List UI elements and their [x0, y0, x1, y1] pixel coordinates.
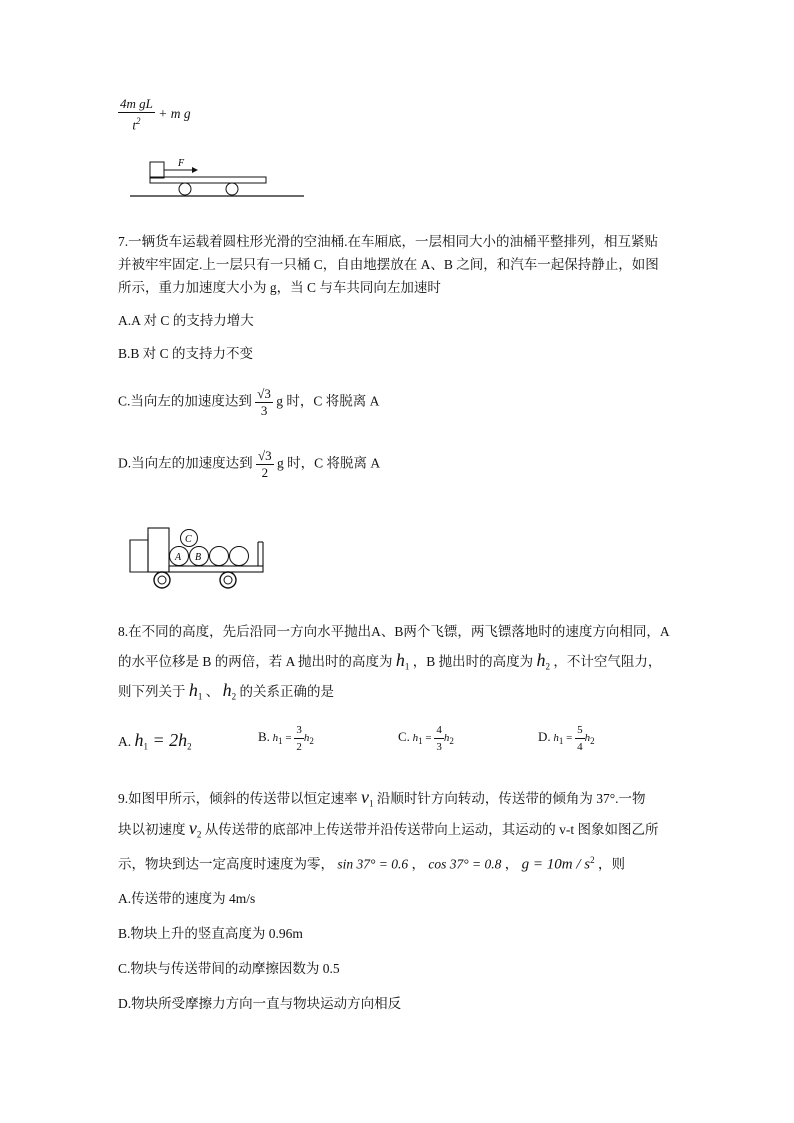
- truck-wheel-rear-hub: [224, 576, 232, 584]
- q8-option-d-eq: =: [563, 732, 576, 745]
- q8-option-b-eq: =: [282, 732, 295, 745]
- q8-option-a-h2: h: [178, 730, 188, 750]
- q9-comma-2: ，: [504, 856, 519, 872]
- q6-den-sup: 2: [136, 116, 141, 126]
- q7-option-c-text: C.当向左的加速度达到: [118, 393, 252, 409]
- q9-line1-tail: 沿顺时针方向转动，传送带的倾角为 37°.一物: [376, 791, 646, 806]
- q8-option-b-num: 3: [294, 722, 304, 739]
- q9-line3-tail: ，则: [598, 856, 625, 872]
- q8-option-c-sub2: 2: [449, 736, 454, 747]
- q8-option-c-num: 4: [434, 722, 444, 739]
- q7-option-a: A.A 对 C 的支持力增大: [118, 313, 254, 328]
- q8-option-b: [258, 722, 314, 755]
- q8-option-c-label: C.: [398, 729, 410, 745]
- cart-figure: [128, 152, 308, 200]
- q9-stem-line-1: [118, 787, 646, 814]
- force-label: F: [178, 158, 185, 169]
- q8-option-c-sub1: 1: [418, 736, 423, 747]
- q8-option-b-h2: h: [303, 732, 310, 745]
- q8-line3-h1-sub: 1: [197, 691, 203, 702]
- drum-3: [210, 547, 229, 566]
- q8-line3-tail: 的关系正确的是: [239, 684, 334, 699]
- q9-option-c: C.物块与传送带间的动摩擦因数为 0.5: [118, 961, 340, 976]
- q8-option-a-sub1: 1: [143, 741, 148, 752]
- q7-option-d-tail: g 时，C 将脱离 A: [277, 455, 381, 471]
- q8-option-c-eq: =: [422, 732, 435, 745]
- q8-option-d-den: 4: [577, 741, 583, 753]
- truck-wheel-rear: [220, 572, 236, 588]
- q7-stem-line-1: 7.一辆货车运载着圆柱形光滑的空油桶.在车厢底，一层相同大小的油桶平整排列，相互紧贴: [118, 234, 658, 249]
- q8-line3-text: 则下列关于: [118, 684, 186, 699]
- truck-wheel-front: [154, 572, 170, 588]
- q8-stem-line-2: [118, 650, 661, 677]
- q8-line2-mid: ，B 抛出时的高度为: [412, 654, 534, 669]
- q9-v2-sub: 2: [196, 829, 202, 840]
- q9-line2-tail: 从传送带的底部冲上传送带并沿传送带向上运动，其运动的 v-t 图象如图乙所: [204, 822, 659, 837]
- q7-option-c-fraction: [255, 386, 273, 419]
- q6-fraction: [118, 96, 155, 133]
- cart-platform: [150, 177, 266, 183]
- q7-option-b: B.B 对 C 的支持力不变: [118, 346, 254, 361]
- q8-option-c-den: 3: [436, 741, 442, 753]
- q8-line3-h1-symbol: h: [188, 680, 198, 700]
- q8-option-a-h1: h: [134, 730, 144, 750]
- q7-option-c-num: √3: [257, 386, 271, 401]
- q8-line2-text: 的水平位移是 B 的两倍，若 A 抛出时的高度为: [118, 654, 393, 669]
- q9-sin-value: sin 37° = 0.6: [337, 856, 409, 872]
- label-a: A: [175, 552, 182, 563]
- q8-h2-symbol: h: [536, 650, 546, 670]
- q6-expression-tail: + m g: [158, 105, 191, 121]
- q8-line3-sep: 、: [205, 684, 220, 699]
- cart-wheel-left: [179, 183, 191, 195]
- q9-g-sup: 2: [590, 855, 595, 865]
- truck-figure: [124, 522, 270, 590]
- q8-option-c-h2: h: [443, 732, 450, 745]
- q8-option-d: [538, 722, 595, 755]
- q8-option-a-eq: = 2: [148, 730, 179, 750]
- q8-line3-h2-symbol: h: [222, 680, 232, 700]
- force-arrow-head: [192, 167, 198, 173]
- q7-stem-line-2: 并被牢牢固定.上一层只有一只桶 C，自由地摆放在 A、B 之间，和汽车一起保持静止，如图: [118, 257, 659, 272]
- truck-cab-front: [148, 528, 169, 572]
- q7-option-d-den: 2: [261, 465, 269, 480]
- q6-fraction-numerator: 4m gL: [120, 96, 153, 111]
- q6-fraction-denominator: [118, 113, 155, 133]
- q9-line1-text: 9.如图甲所示，倾斜的传送带以恒定速率: [118, 791, 358, 806]
- q7-stem-line-3: 所示，重力加速度大小为 g，当 C 与车共同向左加速时: [118, 280, 441, 295]
- q9-option-d: D.物块所受摩擦力方向一直与物块运动方向相反: [118, 996, 402, 1011]
- label-c: C: [185, 534, 192, 545]
- q8-h1-symbol: h: [395, 650, 405, 670]
- drum-4: [230, 547, 249, 566]
- cart-wheel-right: [226, 183, 238, 195]
- q9-stem-line-3: [118, 850, 625, 875]
- q8-option-d-sub1: 1: [558, 736, 564, 747]
- q8-stem-line-1: 8.在不同的高度，先后沿同一方向水平抛出A、B两个飞镖，两飞镖落地时的速度方向相同，A: [118, 624, 670, 639]
- q7-option-d-num: √3: [258, 448, 272, 463]
- truck-wheel-front-hub: [158, 576, 166, 584]
- q8-option-b-sub1: 1: [278, 736, 283, 747]
- q8-option-a: [118, 730, 192, 757]
- q9-option-a: A.传送带的速度为 4m/s: [118, 891, 256, 906]
- q6-den-base: t: [132, 117, 136, 133]
- q8-option-a-sub2: 2: [187, 741, 192, 752]
- q8-option-d-label: D.: [538, 729, 551, 745]
- q7-option-d-text: D.当向左的加速度达到: [118, 455, 253, 471]
- q9-option-b: B.物块上升的竖直高度为 0.96m: [118, 926, 303, 941]
- q8-option-d-num: 5: [575, 722, 585, 739]
- q8-option-d-h1: h: [553, 732, 559, 745]
- truck-bed: [169, 566, 263, 572]
- q8-h2-sub: 2: [545, 661, 551, 672]
- q9-line3-text: 示，物块到达一定高度时速度为零，: [118, 856, 334, 872]
- q9-v1-sub: 1: [369, 798, 374, 809]
- q9-stem-line-2: [118, 818, 659, 845]
- q7-option-c-den: 3: [260, 403, 268, 418]
- q8-option-d-h2: h: [584, 732, 591, 745]
- q8-h1-sub: 1: [404, 661, 410, 672]
- q8-option-a-label: A.: [118, 734, 132, 749]
- q8-option-c-fraction: [434, 722, 444, 755]
- q8-option-d-fraction: [575, 722, 585, 755]
- q9-g-value: g = 10m / s: [521, 856, 591, 873]
- truck-cab: [130, 534, 148, 572]
- q9-comma-1: ，: [411, 856, 426, 872]
- q9-v2-symbol: v: [188, 818, 197, 838]
- q6-answer-expression: [118, 96, 191, 133]
- q8-option-b-fraction: [294, 722, 304, 755]
- q7-option-c: [118, 386, 379, 419]
- q8-option-c-h1: h: [412, 732, 419, 745]
- q7-option-d-fraction: [256, 448, 274, 481]
- q8-option-b-den: 2: [296, 741, 302, 753]
- q9-cos-value: cos 37° = 0.8: [428, 856, 502, 872]
- label-b: B: [195, 552, 202, 563]
- q8-option-b-sub2: 2: [309, 736, 314, 747]
- q8-line3-h2-sub: 2: [231, 691, 237, 702]
- q9-v1-symbol: v: [361, 787, 369, 807]
- q8-line2-tail: ，不计空气阻力，: [553, 654, 662, 669]
- q8-option-c: [398, 722, 454, 755]
- q9-line2-text: 块以初速度: [118, 822, 186, 837]
- block: [150, 162, 164, 178]
- q8-option-b-h1: h: [272, 732, 279, 745]
- q7-option-d: [118, 448, 380, 481]
- q8-option-d-sub2: 2: [590, 736, 595, 747]
- q7-option-c-tail: g 时，C 将脱离 A: [276, 393, 380, 409]
- q8-stem-line-3: [118, 680, 334, 707]
- q8-option-b-label: B.: [258, 729, 270, 745]
